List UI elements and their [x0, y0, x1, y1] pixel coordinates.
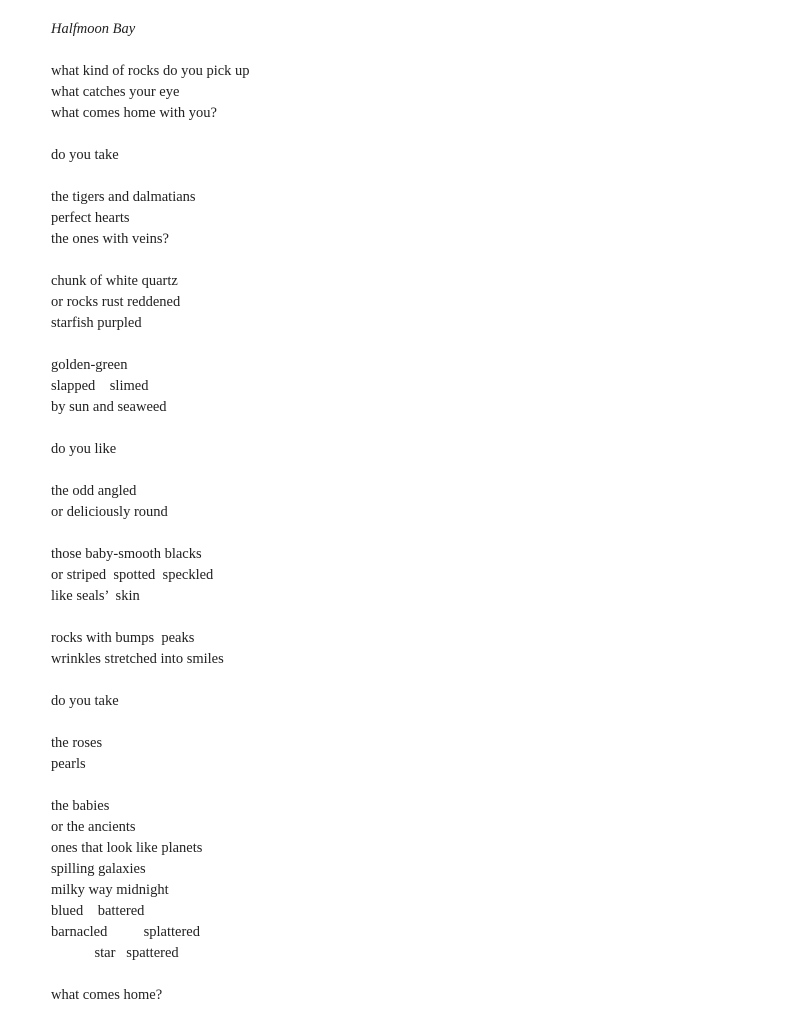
- poem-line: the tigers and dalmatians: [51, 189, 196, 205]
- poem-line: what catches your eye: [51, 84, 180, 100]
- stanza-2: [51, 145, 751, 166]
- poem-line: the odd angled: [51, 483, 137, 499]
- poem-page: [51, 19, 751, 1006]
- poem-line: by sun and seaweed: [51, 399, 167, 415]
- poem-line: the roses: [51, 735, 103, 751]
- poem-line: starfish purpled: [51, 315, 142, 331]
- poem-line: wrinkles stretched into smiles: [51, 651, 224, 667]
- poem-line: or the ancients: [51, 819, 136, 835]
- poem-line: rocks with bumps peaks: [51, 630, 195, 646]
- poem-line: like seals’ skin: [51, 588, 140, 604]
- poem-line: those baby-smooth blacks: [51, 546, 202, 562]
- stanza-4: [51, 271, 751, 334]
- stanza-6: [51, 439, 751, 460]
- poem-line: the babies: [51, 798, 110, 814]
- poem-line: spilling galaxies: [51, 861, 146, 877]
- stanza-3: [51, 187, 751, 250]
- stanza-13: [51, 985, 751, 1006]
- poem-line: pearls: [51, 756, 86, 772]
- stanza-5: [51, 355, 751, 418]
- poem-line: ones that look like planets: [51, 840, 203, 856]
- poem-line: milky way midnight: [51, 882, 169, 898]
- stanza-11: [51, 733, 751, 775]
- poem-line: do you like: [51, 441, 117, 457]
- poem-line: do you take: [51, 693, 119, 709]
- stanza-10: [51, 691, 751, 712]
- poem-line: do you take: [51, 147, 119, 163]
- poem-line: chunk of white quartz: [51, 273, 178, 289]
- stanza-12: [51, 796, 751, 964]
- poem-line: or rocks rust reddened: [51, 294, 181, 310]
- poem-line: what comes home with you?: [51, 105, 217, 121]
- poem-line: golden-green: [51, 357, 128, 373]
- poem-line: what kind of rocks do you pick up: [51, 63, 250, 79]
- poem-line: or deliciously round: [51, 504, 168, 520]
- poem-line: what comes home?: [51, 987, 163, 1003]
- poem-line: barnacled splattered: [51, 924, 200, 940]
- poem-line: blued battered: [51, 903, 145, 919]
- poem-line: the ones with veins?: [51, 231, 169, 247]
- poem-line: star spattered: [51, 945, 179, 961]
- stanza-9: [51, 628, 751, 670]
- poem-line: or striped spotted speckled: [51, 567, 214, 583]
- stanza-8: [51, 544, 751, 607]
- poem-line: slapped slimed: [51, 378, 149, 394]
- stanza-1: [51, 61, 751, 124]
- poem-line: perfect hearts: [51, 210, 130, 226]
- stanza-7: [51, 481, 751, 523]
- poem-title: Halfmoon Bay: [51, 21, 136, 37]
